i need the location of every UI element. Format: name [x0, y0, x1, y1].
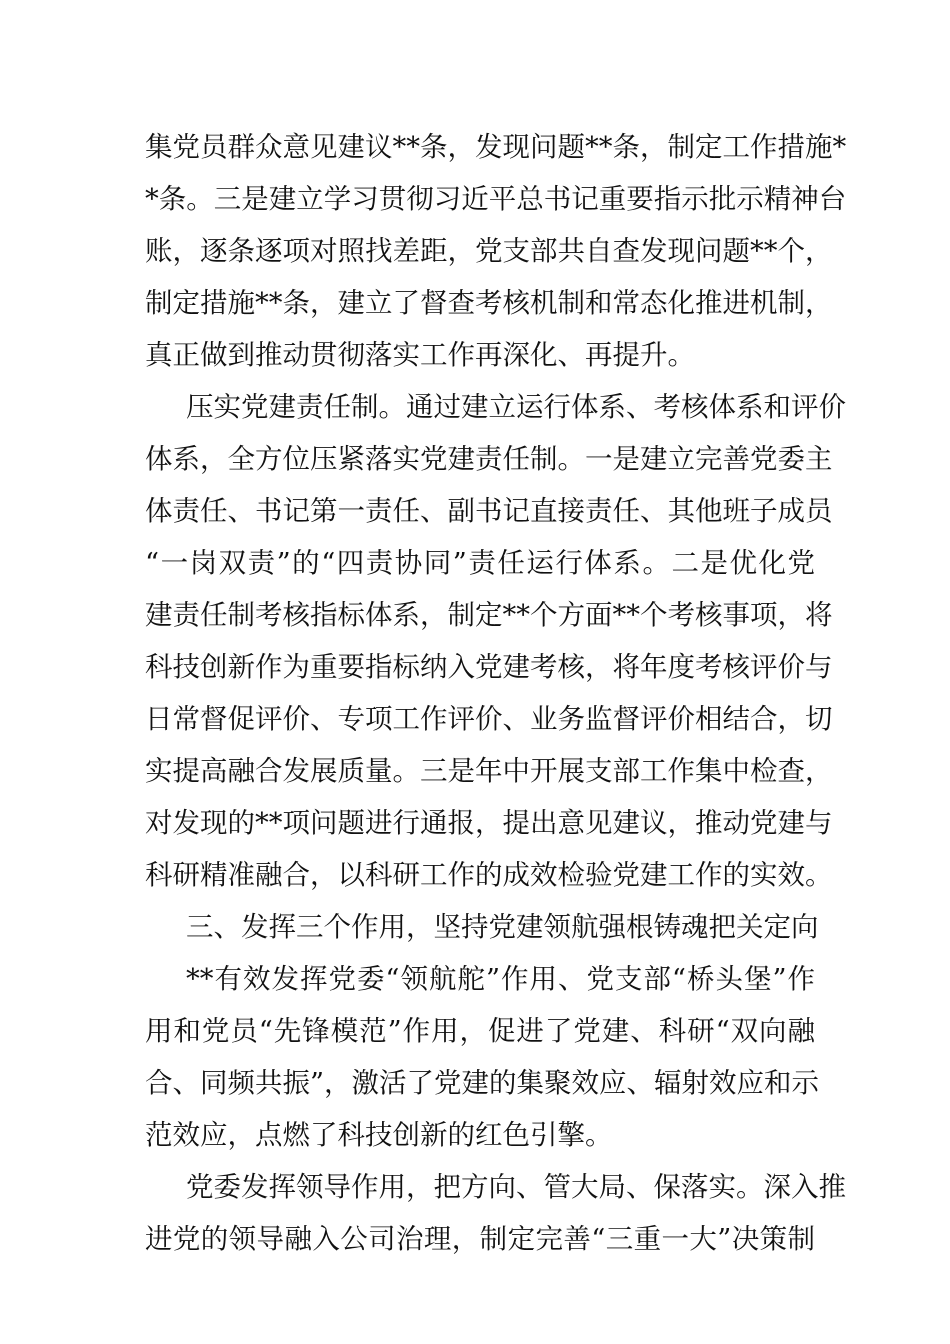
text-line: 对发现的**项问题进行通报，提出意见建议，推动党建与 [145, 807, 833, 839]
text-line: 集党员群众意见建议**条，发现问题**条，制定工作措施* [145, 131, 847, 163]
text-line: 制定措施**条，建立了督查考核机制和常态化推进机制， [145, 287, 833, 319]
text-line: 体系，全方位压紧落实党建责任制。一是建立完善党委主 [145, 443, 833, 475]
text-line: 进党的领导融入公司治理，制定完善“三重一大”决策制 [145, 1223, 815, 1255]
text-line: 用和党员“先锋模范”作用，促进了党建、科研“双向融 [145, 1015, 815, 1047]
paragraph-first-line: **有效发挥党委“领航舵”作用、党支部“桥头堡”作 [186, 963, 815, 995]
text-line: 科研精准融合，以科研工作的成效检验党建工作的实效。 [145, 859, 833, 891]
text-line: 合、同频共振”，激活了党建的集聚效应、辐射效应和示 [145, 1067, 820, 1099]
text-line: 真正做到推动贯彻落实工作再深化、再提升。 [145, 339, 695, 371]
text-line: 范效应，点燃了科技创新的红色引擎。 [145, 1119, 613, 1151]
text-line: 体责任、书记第一责任、副书记直接责任、其他班子成员 [145, 495, 833, 527]
paragraph-first-line: 压实党建责任制。通过建立运行体系、考核体系和评价 [186, 391, 846, 423]
text-line: 科技创新作为重要指标纳入党建考核，将年度考核评价与 [145, 651, 833, 683]
text-line: *条。三是建立学习贯彻习近平总书记重要指示批示精神台 [145, 183, 847, 215]
text-line: 账，逐条逐项对照找差距，党支部共自查发现问题**个， [145, 235, 833, 267]
text-line: “一岗双责”的“四责协同”责任运行体系。二是优化党 [145, 547, 815, 579]
text-line: 建责任制考核指标体系，制定**个方面**个考核事项，将 [145, 599, 833, 631]
section-heading: 三、发挥三个作用，坚持党建领航强根铸魂把关定向 [186, 911, 819, 943]
paragraph-first-line: 党委发挥领导作用，把方向、管大局、保落实。深入推 [186, 1171, 846, 1203]
text-line: 实提高融合发展质量。三是年中开展支部工作集中检查， [145, 755, 833, 787]
text-line: 日常督促评价、专项工作评价、业务监督评价相结合，切 [145, 703, 833, 735]
